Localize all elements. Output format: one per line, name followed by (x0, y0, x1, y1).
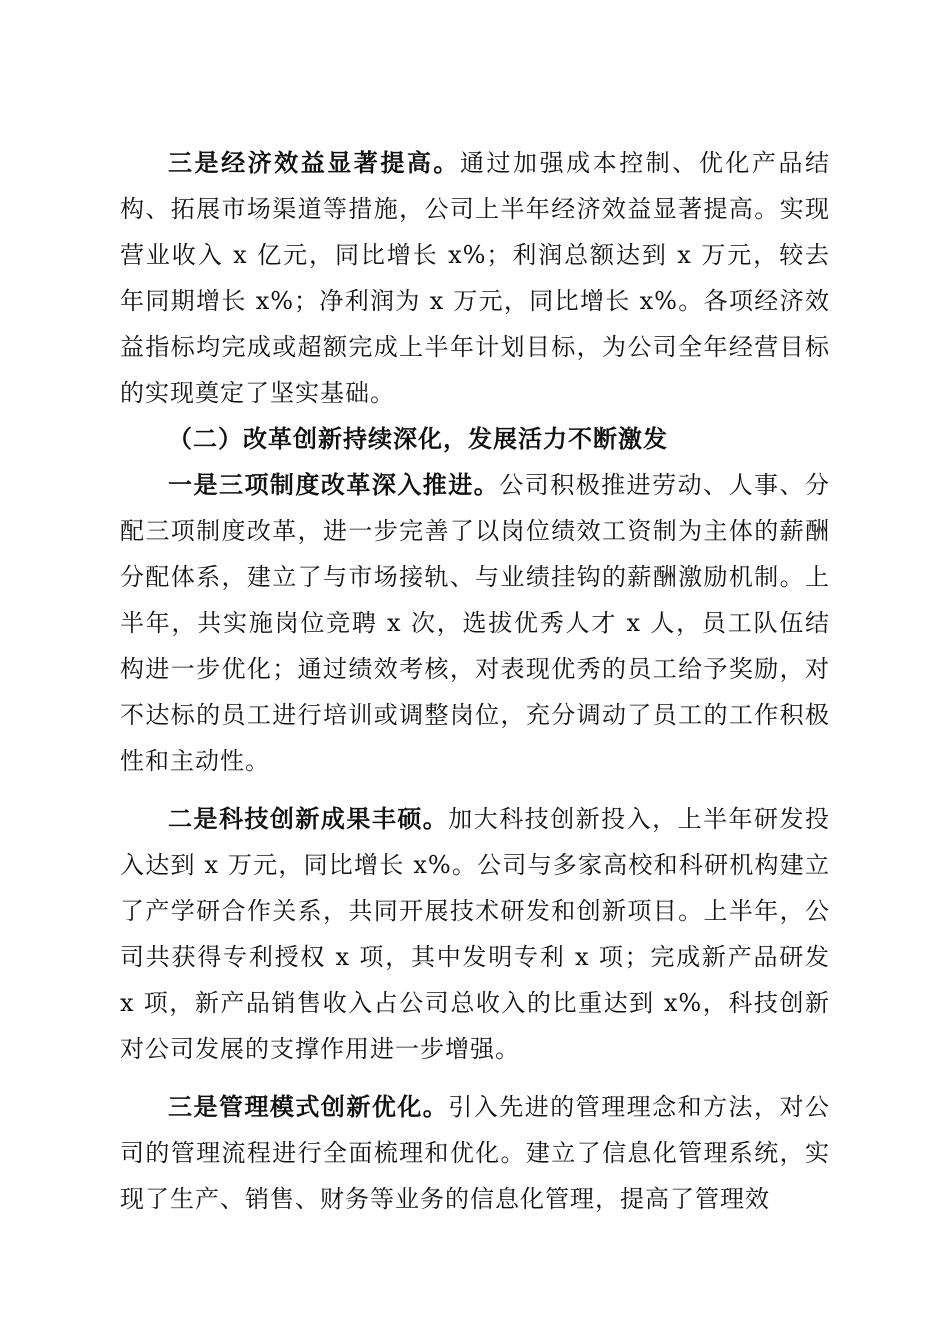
paragraph-lead: 三是经济效益显著提高。 (168, 148, 460, 177)
paragraph-lead: 三是管理模式创新优化。 (168, 1092, 449, 1121)
paragraph-text: 公司积极推进劳动、人事、分配三项制度改革，进一步完善了以岗位绩效工资制为主体的薪酬分配体系，建立了与市场接轨、与业绩挂钩的薪酬激励机制。上半年，共实施岗位竞聘 x 次，选拔优秀人才 x 人，员工队伍结构进一步优化；通过绩效考核，对表现优秀的员工给予奖励，对不达标的员工进行培训或调整岗位，充分调动了员工的工作积极性和主动性。 (120, 471, 831, 775)
paragraph-text: 通过加强成本控制、优化产品结构、拓展市场渠道等措施，公司上半年经济效益显著提高。实现营业收入 x 亿元，同比增长 x%；利润总额达到 x 万元，较去年同期增长 x%；净利润为 x 万元，同比增长 x%。各项经济效益指标均完成或超额完成上半年计划目标，为公司全年经营目标的实现奠定了坚实基础。 (120, 149, 831, 407)
paragraph-text: 引入先进的管理理念和方法，对公司的管理流程进行全面梳理和优化。建立了信息化管理系统，实现了生产、销售、财务等业务的信息化管理，提高了管理效 (120, 1093, 831, 1213)
section-heading: （二）改革创新持续深化，发展活力不断激发 (168, 424, 668, 453)
document-body (120, 140, 830, 1222)
paragraph-text: 加大科技创新投入，上半年研发投入达到 x 万元，同比增长 x%。公司与多家高校和科研机构建立了产学研合作关系，共同开展技术研发和创新项目。上半年，公司共获得专利授权 x 项，其中发明专利 x 项；完成新产品研发 x 项，新产品销售收入占公司总收入的比重达到 x%，科技创新对公司发展的支撑作用进一步增强。 (120, 805, 831, 1063)
paragraph-management-innovation (120, 1084, 830, 1222)
paragraph-lead: 二是科技创新成果丰硕。 (168, 804, 449, 833)
paragraph-system-reform (120, 462, 830, 784)
paragraph-lead: 一是三项制度改革深入推进。 (168, 470, 500, 499)
paragraph-tech-innovation (120, 796, 830, 1072)
paragraph-economic-benefits (120, 140, 830, 416)
